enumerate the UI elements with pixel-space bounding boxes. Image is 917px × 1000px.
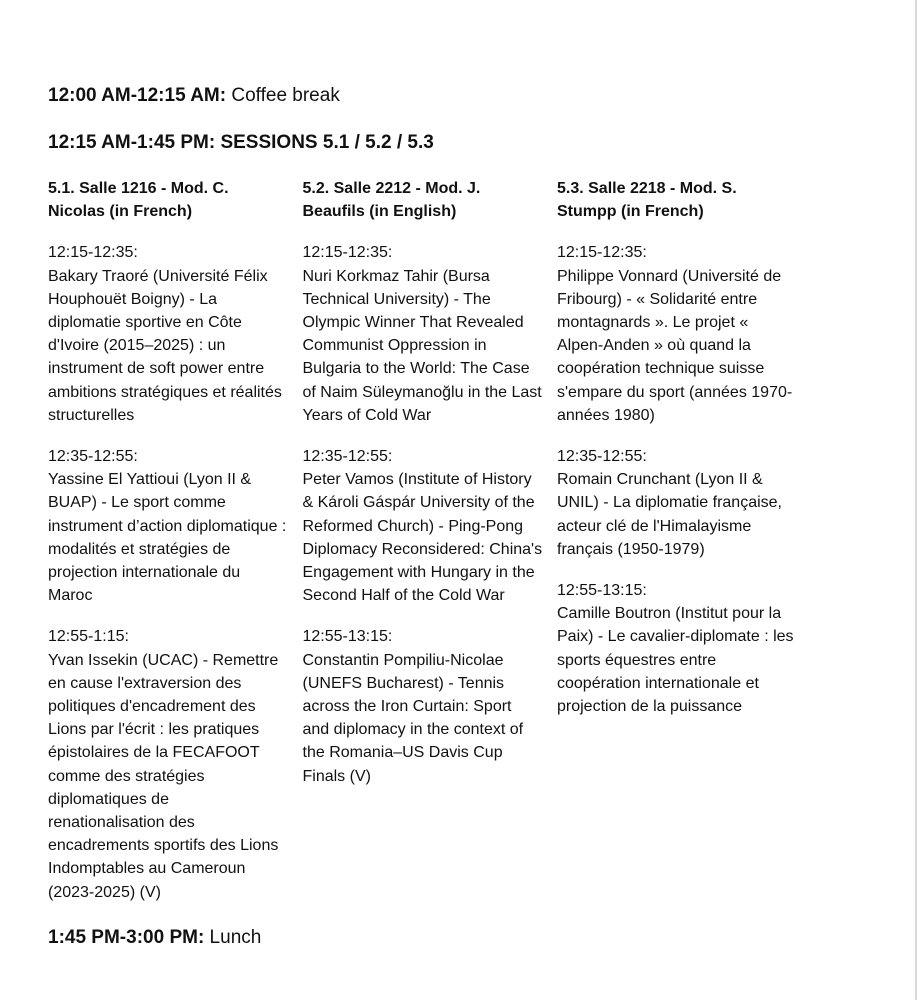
coffee-break-time: 12:00 AM-12:15 AM: <box>48 85 227 106</box>
session-header-5-1: 5.1. Salle 1216 - Mod. C. Nicolas (in French) <box>48 180 229 221</box>
session-columns <box>48 177 848 922</box>
talk-time: 12:35-12:55: <box>48 448 138 466</box>
talk-description: Romain Crunchant (Lyon II & UNIL) - La diplomatie française, acteur clé de l'Himalayisme français (1950-1979) <box>557 471 782 558</box>
lunch-label: Lunch <box>204 926 262 948</box>
coffee-break-label: Coffee break <box>226 85 340 106</box>
talk-time: 12:15-12:35: <box>557 244 647 262</box>
talk-time: 12:15-12:35: <box>302 244 393 262</box>
talk-item <box>303 445 543 607</box>
talk-time: 12:55-1:15: <box>48 628 129 646</box>
session-column-5-3 <box>557 177 797 736</box>
talk-description: Bakary Traoré (Université Félix Houphouët Boigny) - La diplomatie sportive en Côte d'Ivoire (2015–2025) : un instrument de soft power entre ambitions stratégiques et réalités structurelles <box>48 267 282 424</box>
talk-description: Yvan Issekin (UCAC) - Remettre en cause l'extraversion des politiques d'encadrement des Lions par l'écrit : les pratiques épistolaires de la FECAFOOT comme des stratégies diplomatiques de renationalisation des encadrements sportifs des Lions Indomptables au Cameroun (2023-2025) (V) <box>48 651 279 901</box>
talk-description: Yassine El Yattioui (Lyon II & BUAP) - Le sport comme instrument d’action diplomatique : modalités et stratégies de projection internationale du Maroc <box>48 471 287 605</box>
program-document <box>48 84 848 950</box>
sessions-time: 12:15 AM-1:45 PM: <box>48 132 216 153</box>
talk-time: 12:55-13:15: <box>557 582 647 600</box>
talk-item <box>557 445 797 561</box>
session-column-5-2 <box>303 177 543 806</box>
talk-time: 12:35-12:55: <box>557 448 647 466</box>
coffee-break-entry <box>48 84 848 108</box>
session-header-5-3: 5.3. Salle 2218 - Mod. S. Stumpp (in French) <box>557 180 737 221</box>
talk-description: Peter Vamos (Institute of History & Károli Gáspár University of the Reformed Church) - Ping-Pong Diplomacy Reconsidered: China's Engagement with Hungary in the Second Half of the Cold War <box>302 471 543 605</box>
talk-item <box>48 625 288 903</box>
talk-description: Nuri Korkmaz Tahir (Bursa Technical University) - The Olympic Winner That Revealed Communist Oppression in Bulgaria to the World: The Case of Naim Süleymanoğlu in the Last Years of Cold War <box>302 267 542 424</box>
talk-item <box>48 445 288 607</box>
talk-time: 12:55-13:15: <box>302 628 393 646</box>
session-column-5-1 <box>48 177 288 922</box>
talk-item <box>303 241 543 427</box>
talk-item <box>48 241 288 427</box>
talk-description: Philippe Vonnard (Université de Fribourg) - « Solidarité entre montagnards ». Le projet « Alpen-Anden » où quand la coopération technique suisse s'empare du sport (années 1970-années 1980) <box>557 267 793 424</box>
talk-item <box>303 625 543 787</box>
session-header-5-2: 5.2. Salle 2212 - Mod. J. Beaufils (in English) <box>302 180 481 221</box>
talk-description: Camille Boutron (Institut pour la Paix) - Le cavalier-diplomate : les sports équestres entre coopération internationale et projection de la puissance <box>557 605 794 716</box>
lunch-time: 1:45 PM-3:00 PM: <box>48 926 205 948</box>
talk-item <box>557 579 797 718</box>
talk-description: Constantin Pompiliu-Nicolae (UNEFS Bucharest) - Tennis across the Iron Curtain: Sport and diplomacy in the context of the Romania–US Davis Cup Finals (V) <box>302 651 524 785</box>
lunch-entry <box>48 926 848 950</box>
talk-time: 12:35-12:55: <box>302 448 393 466</box>
sessions-heading <box>48 131 848 155</box>
talk-time: 12:15-12:35: <box>48 244 138 262</box>
talk-item <box>557 241 797 427</box>
sessions-label: SESSIONS 5.1 / 5.2 / 5.3 <box>215 132 434 153</box>
